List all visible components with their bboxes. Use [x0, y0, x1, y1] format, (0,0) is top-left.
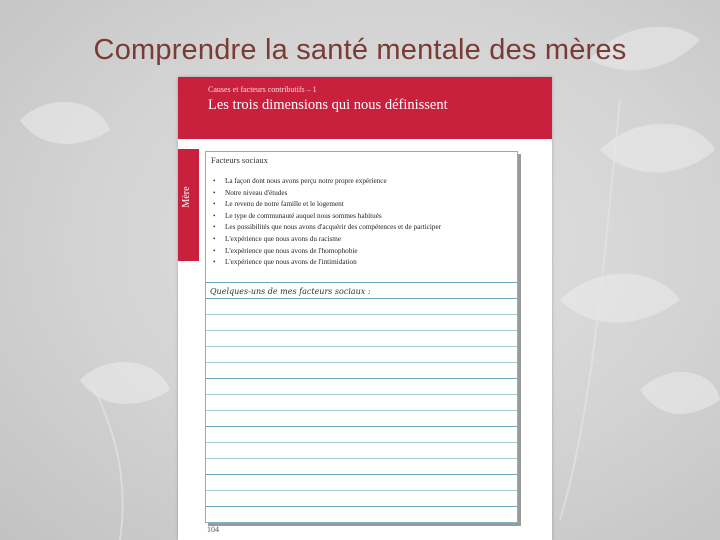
card-divider	[206, 282, 517, 283]
writing-line	[206, 458, 517, 459]
factor-item: • L'expérience que nous avons de l'intimidation	[211, 257, 441, 269]
writing-line	[206, 314, 517, 315]
writing-line	[206, 394, 517, 395]
card-heading: Facteurs sociaux	[211, 155, 268, 165]
slide-title: Comprendre la santé mentale des mères	[93, 34, 627, 66]
social-factors-card	[205, 151, 518, 523]
writing-line	[206, 362, 517, 363]
writing-line	[206, 330, 517, 331]
writing-line	[206, 346, 517, 347]
page-number: 104	[207, 525, 219, 534]
factor-item: • Le revenu de notre famille et le logement	[211, 199, 441, 211]
page-header	[178, 77, 552, 139]
writing-line	[206, 426, 517, 427]
side-tab-label: Mère	[181, 186, 192, 208]
writing-line	[206, 490, 517, 491]
factor-item: • Les possibilités que nous avons d'acquérir des compétences et de participer	[211, 222, 441, 234]
writing-line	[206, 474, 517, 475]
header-title: Les trois dimensions qui nous définissent	[208, 97, 448, 113]
writing-line	[206, 410, 517, 411]
factor-item: • L'expérience que nous avons du racisme	[211, 234, 441, 246]
factor-item: • L'expérience que nous avons de l'homophobie	[211, 246, 441, 258]
handwritten-note: Quelques-uns de mes facteurs sociaux :	[210, 287, 371, 296]
writing-line	[206, 442, 517, 443]
writing-line	[206, 378, 517, 379]
writing-line	[206, 298, 517, 299]
factor-item: • Le type de communauté auquel nous sommes habitués	[211, 211, 441, 223]
header-subtitle: Causes et facteurs contributifs – 1	[208, 85, 317, 94]
worksheet-page	[178, 77, 552, 540]
writing-line	[206, 506, 517, 507]
factor-list	[211, 176, 441, 269]
factor-item: • La façon dont nous avons perçu notre propre expérience	[211, 176, 441, 188]
factor-item: • Notre niveau d'études	[211, 188, 441, 200]
